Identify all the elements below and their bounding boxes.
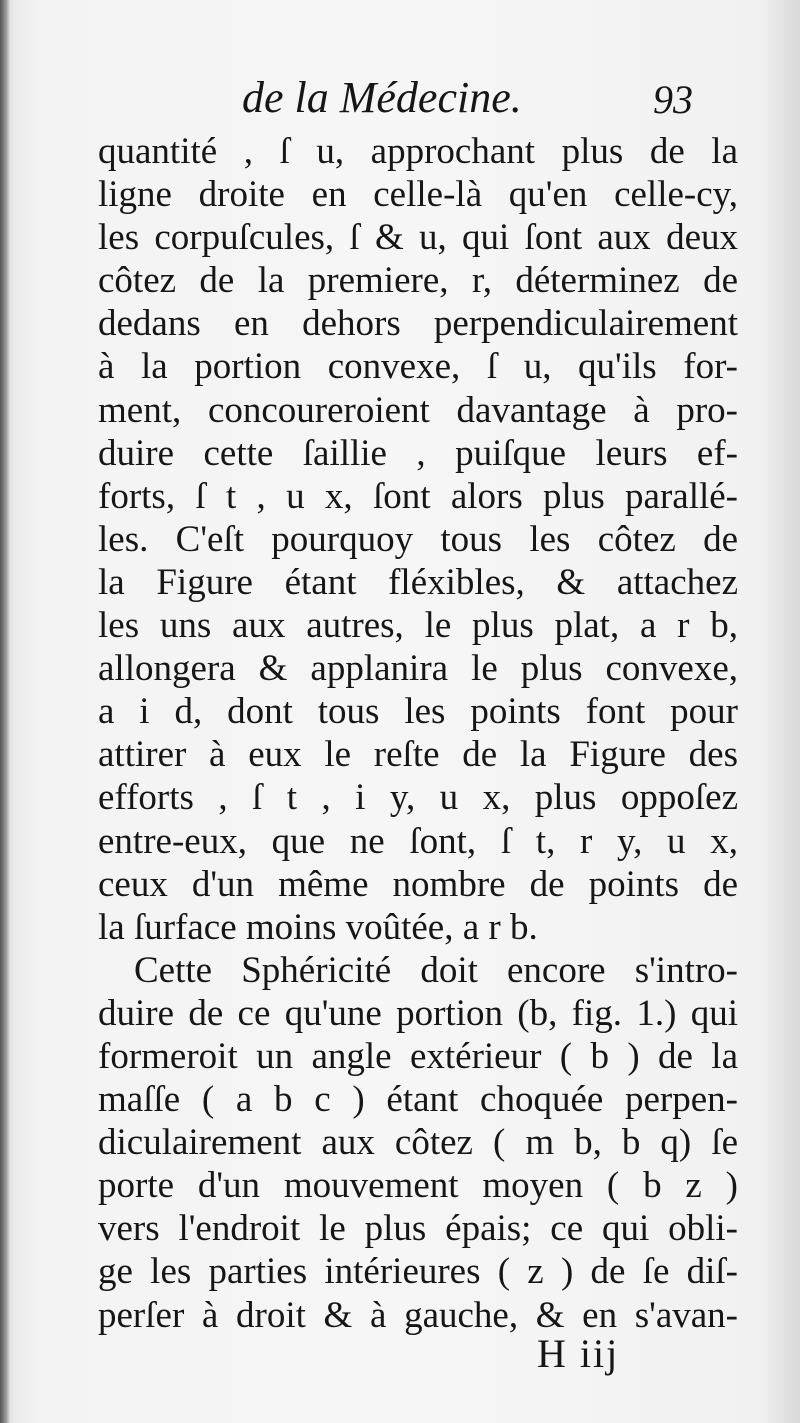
text-line: attirer à eux le reſte de la Figure des xyxy=(98,734,738,776)
page-number: 93 xyxy=(653,77,693,122)
text-line: ligne droite en celle-là qu'en celle-cy, xyxy=(98,174,738,216)
page-header xyxy=(0,70,800,126)
text-line: porte d'un mouvement moyen ( b z ) xyxy=(98,1165,738,1207)
running-title: de la Médecine. xyxy=(242,73,522,122)
text-line: les corpuſcules, ſ & u, qui ſont aux deux xyxy=(98,217,738,259)
text-line: vers l'endroit le plus épais; ce qui obli- xyxy=(98,1208,738,1250)
text-line-paragraph-start: Cette Sphéricité doit encore s'intro- xyxy=(134,949,738,991)
text-line: dedans en dehors perpendiculairement xyxy=(98,303,738,345)
binding-shadow xyxy=(0,0,10,1423)
signature-mark: H iij xyxy=(537,1331,620,1376)
text-line: allongera & applanira le plus convexe, xyxy=(98,648,738,690)
text-line-paragraph-end: la ſurface moins voûtée, a r b. xyxy=(98,906,538,948)
text-line: côtez de la premiere, r, déterminez de xyxy=(98,260,738,302)
text-line: duire cette ſaillie , puiſque leurs ef- xyxy=(98,432,738,474)
text-line: efforts , ſ t , i y, u x, plus oppoſez xyxy=(98,777,738,819)
text-line: ceux d'un même nombre de points de xyxy=(98,863,738,905)
text-line: les. C'eſt pourquoy tous les côtez de xyxy=(98,518,738,560)
text-line: la Figure étant fléxibles, & attachez xyxy=(98,561,738,603)
text-line: formeroit un angle extérieur ( b ) de la xyxy=(98,1035,738,1077)
text-line: entre-eux, que ne ſont, ſ t, r y, u x, xyxy=(98,820,738,862)
text-line: diculairement aux côtez ( m b, b q) ſe xyxy=(98,1122,738,1164)
text-line: perſer à droit & à gauche, & en s'avan- xyxy=(98,1294,738,1336)
text-line: forts, ſ t , u x, ſont alors plus parallé- xyxy=(98,475,738,517)
text-line: à la portion convexe, ſ u, qu'ils for- xyxy=(98,346,738,388)
text-line: a i d, dont tous les points font pour xyxy=(98,691,738,733)
text-line: duire de ce qu'une portion (b, fig. 1.) qui xyxy=(98,992,738,1034)
text-line: ment, concoureroient davantage à pro- xyxy=(98,389,738,431)
text-line: quantité , ſ u, approchant plus de la xyxy=(98,131,738,172)
text-line: les uns aux autres, le plus plat, a r b, xyxy=(98,605,738,647)
text-line: maſſe ( a b c ) étant choquée perpen- xyxy=(98,1079,738,1121)
body-text xyxy=(98,130,738,1337)
text-line: ge les parties intérieures ( z ) de ſe diſ- xyxy=(98,1251,738,1293)
